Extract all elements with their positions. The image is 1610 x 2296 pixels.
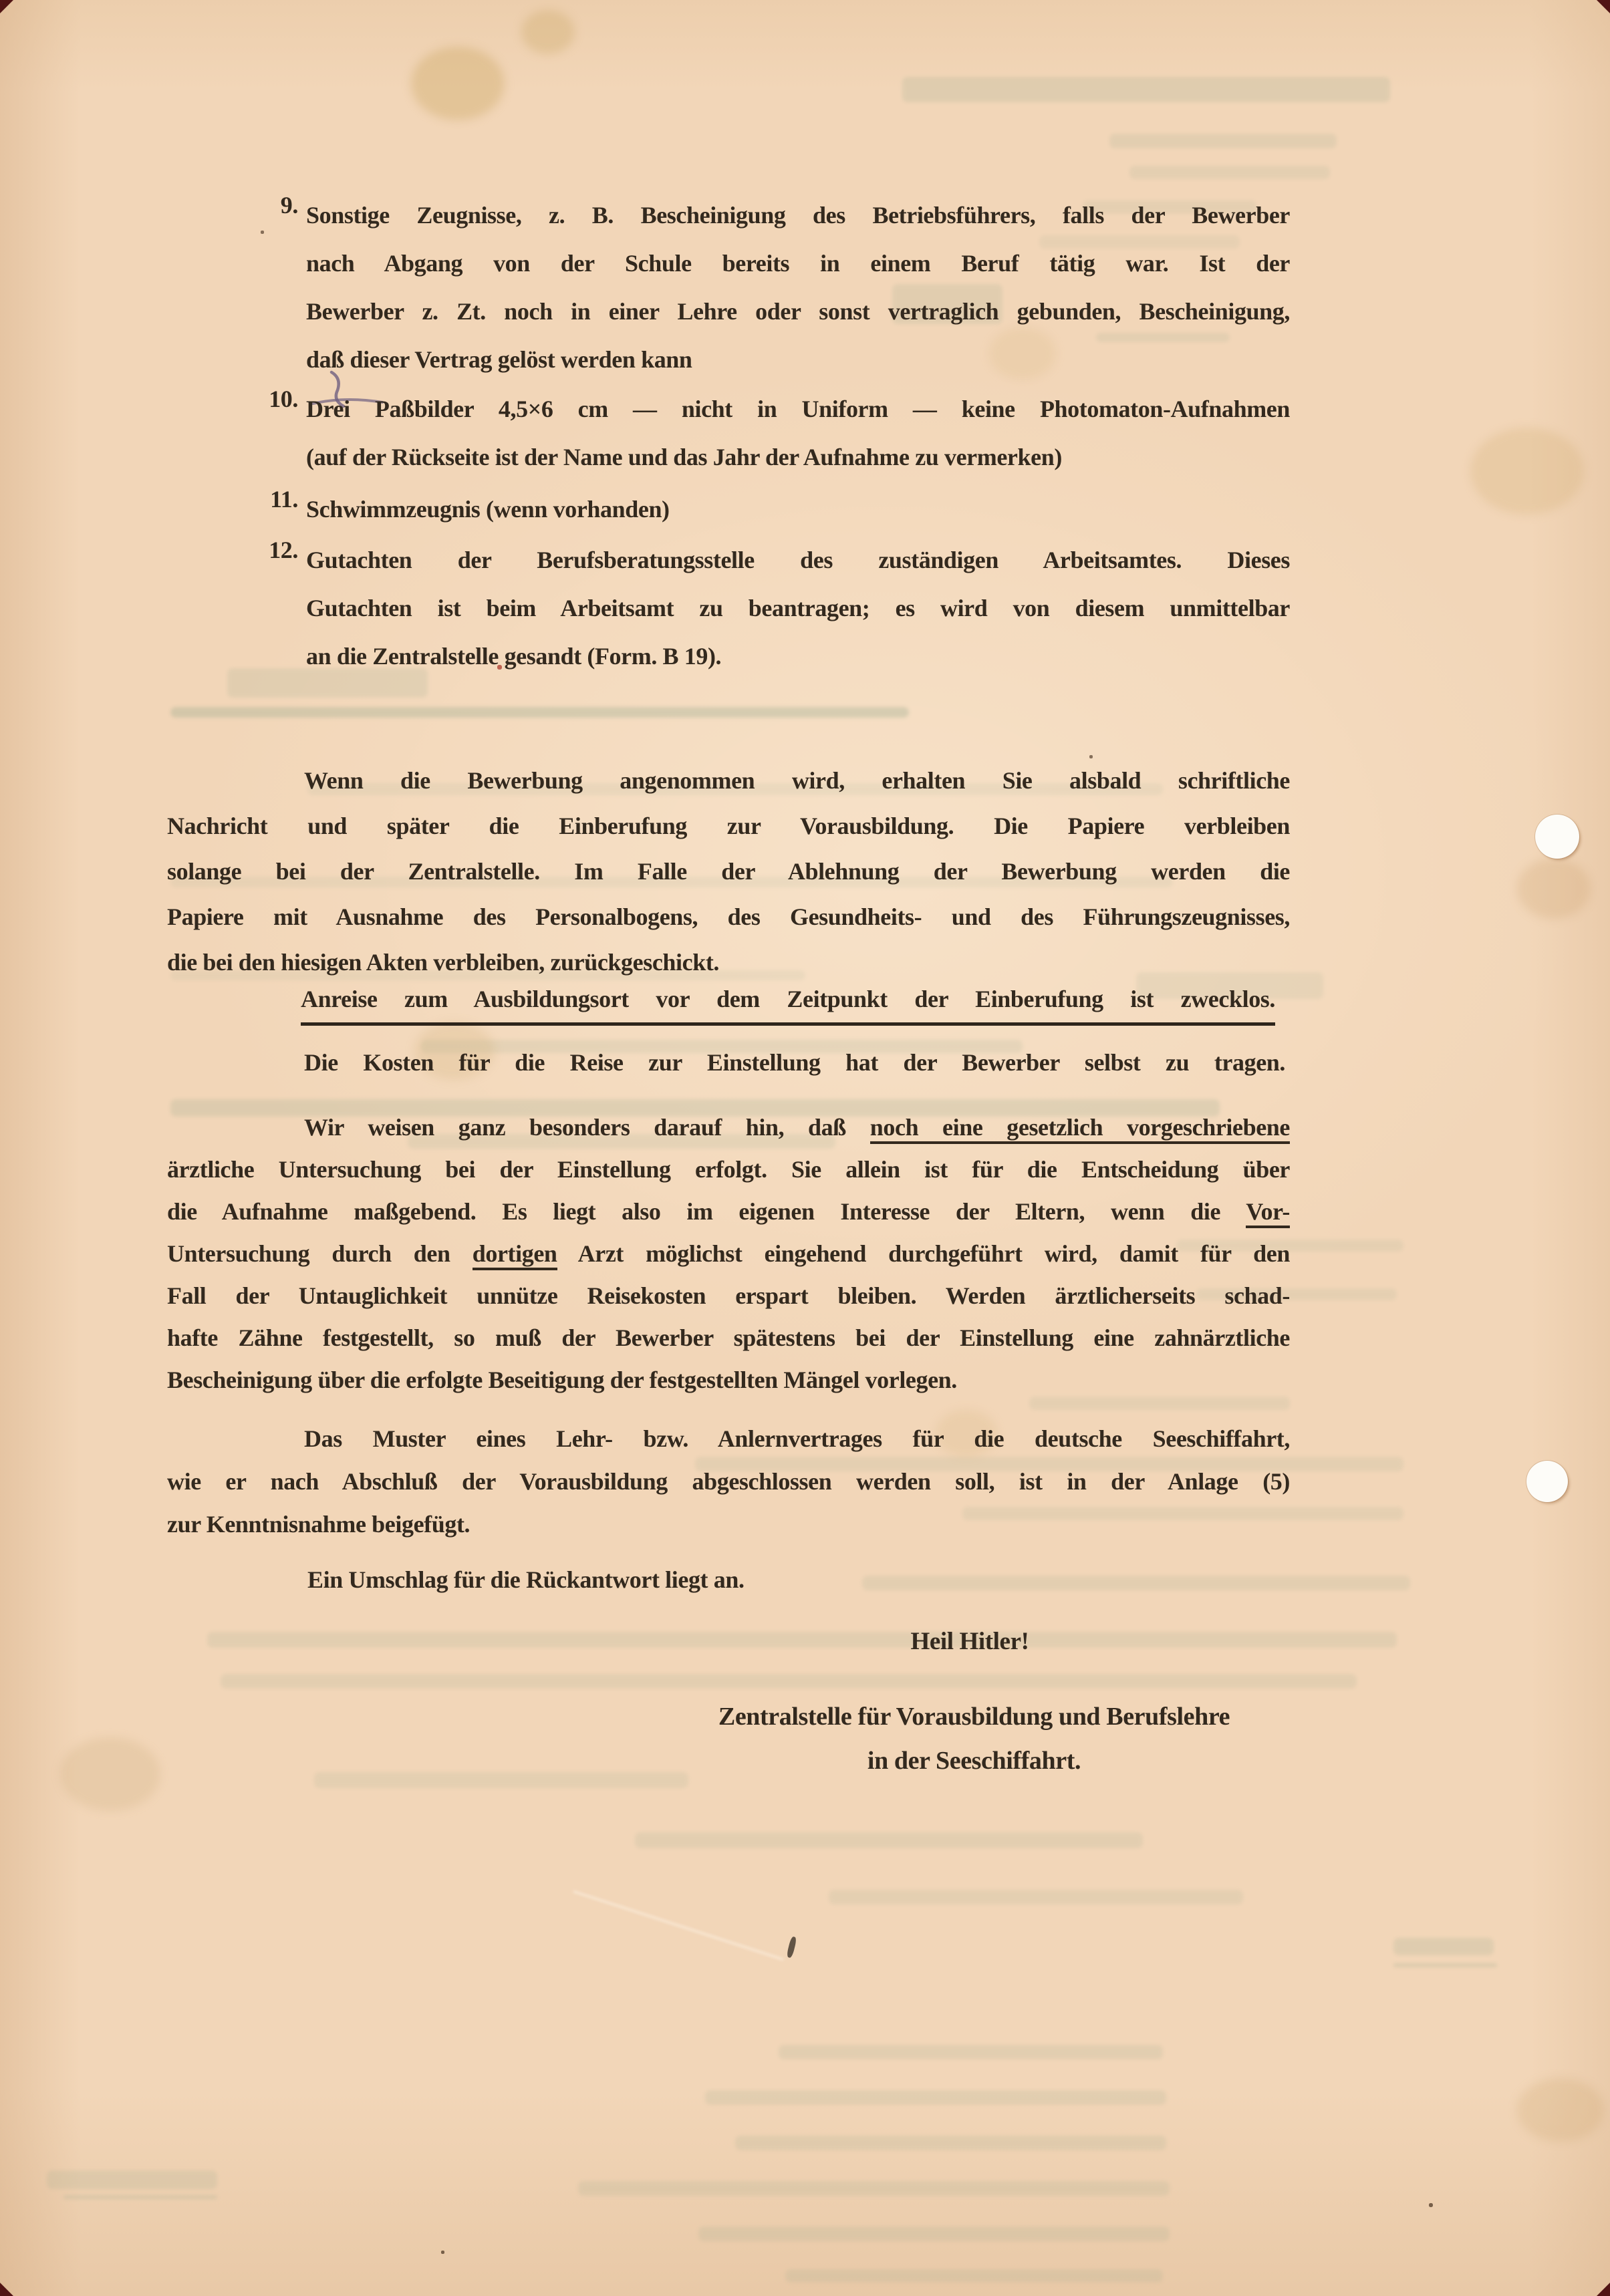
signature-line-2: in der Seeschiffahrt. xyxy=(867,1747,1081,1775)
bleedthrough-text-mark xyxy=(779,2045,1163,2059)
text-line xyxy=(306,287,1290,335)
list-item-10 xyxy=(269,385,1290,481)
scan-corner-bottom-left xyxy=(0,2283,13,2296)
bleedthrough-text-mark xyxy=(47,2170,217,2189)
bleedthrough-text-mark xyxy=(705,2090,1166,2105)
ink-speck xyxy=(441,2251,444,2254)
text-line xyxy=(167,1460,1290,1503)
underlined-text: dortigen xyxy=(473,1240,557,1270)
text-segment: Gutachten der Berufsberatungsstelle des zuständigen Arbeitsamtes. Dieses xyxy=(306,547,1290,573)
text-segment: Drei Paßbilder 4,5×6 cm — nicht in Uniform — keine Photomaton-Aufnahmen xyxy=(306,396,1290,422)
text-segment: Wir weisen ganz besonders darauf hin, daß xyxy=(304,1114,870,1141)
paper-crease xyxy=(573,1890,784,1961)
text-line xyxy=(167,940,1290,985)
text-segment: die Aufnahme maßgebend. Es liegt also im eigenen Interesse der Eltern, wenn die xyxy=(167,1198,1246,1225)
text-line xyxy=(167,1417,1290,1460)
enclosure-line: Ein Umschlag für die Rückantwort liegt an. xyxy=(307,1566,745,1593)
underlined-text: Vor- xyxy=(1246,1198,1290,1228)
text-segment: zur Kenntnisnahme beigefügt. xyxy=(167,1511,471,1538)
text-segment: Untersuchung durch den xyxy=(167,1240,473,1267)
bleedthrough-text-mark xyxy=(1393,1963,1497,1967)
list-item-9 xyxy=(280,191,1290,384)
text-line xyxy=(306,385,1290,433)
bleedthrough-text-mark xyxy=(735,2136,1166,2150)
text-segment: daß dieser Vertrag gelöst werden kann xyxy=(306,346,692,373)
text-line xyxy=(167,1317,1290,1359)
text-line xyxy=(306,335,1290,384)
notice-line: Anreise zum Ausbildungsort vor dem Zeitpunkt der Einberufung ist zwecklos. xyxy=(301,984,1275,1026)
text-line xyxy=(306,191,1290,239)
text-segment: wie er nach Abschluß der Vorausbildung abgeschlossen werden soll, ist in der Anlage (5) xyxy=(167,1468,1290,1495)
text-line xyxy=(167,1191,1290,1233)
costs-line: Die Kosten für die Reise zur Einstellung hat der Bewerber selbst zu tragen. xyxy=(304,1049,1285,1076)
text-line xyxy=(167,1107,1290,1149)
scan-corner-top-right xyxy=(1597,0,1610,13)
text-line xyxy=(306,433,1290,481)
text-segment: die bei den hiesigen Akten verbleiben, zurückgeschickt. xyxy=(167,949,720,976)
list-number: 10. xyxy=(269,386,298,412)
paper-stain xyxy=(1517,859,1591,919)
text-segment: Papiere mit Ausnahme des Personalbogens, des Gesundheits- und des Führungszeugnisses, xyxy=(167,903,1290,930)
text-line xyxy=(306,239,1290,287)
paper-stain xyxy=(60,1737,160,1811)
bleedthrough-text-mark xyxy=(698,2227,1170,2241)
list-number: 12. xyxy=(269,537,298,563)
ink-speck xyxy=(786,1936,797,1958)
ink-speck xyxy=(261,231,264,234)
text-segment: Gutachten ist beim Arbeitsamt zu beantragen; es wird von diesem unmittelbar xyxy=(306,595,1290,621)
text-line xyxy=(167,758,1290,803)
paper-stain xyxy=(411,47,505,120)
text-line xyxy=(306,536,1290,584)
text-segment: Bewerber z. Zt. noch in einer Lehre oder sonst vertraglich gebunden, Bescheinigung, xyxy=(306,298,1290,325)
text-line xyxy=(167,849,1290,894)
bleedthrough-text-mark xyxy=(578,2181,1170,2196)
text-line xyxy=(167,803,1290,849)
punch-hole xyxy=(1526,1461,1568,1502)
text-line xyxy=(306,485,1290,533)
ink-speck xyxy=(1429,2203,1433,2207)
bleedthrough-text-mark xyxy=(635,1832,1143,1848)
text-segment: (auf der Rückseite ist der Name und das Jahr der Aufnahme zu vermerken) xyxy=(306,444,1062,470)
list-item-11 xyxy=(270,485,1290,533)
paper-stain xyxy=(1470,428,1584,515)
text-line xyxy=(167,1233,1290,1275)
paper-stain xyxy=(1517,2078,1604,2142)
text-segment: Schwimmzeugnis (wenn vorhanden) xyxy=(306,496,670,523)
text-line xyxy=(306,584,1290,632)
scan-corner-top-left xyxy=(0,0,13,13)
bleedthrough-text-mark xyxy=(1109,134,1337,148)
text-segment: Sonstige Zeugnisse, z. B. Bescheinigung des Betriebsführers, falls der Bewerber xyxy=(306,202,1290,229)
underlined-text: noch eine gesetzlich vorgeschriebene xyxy=(870,1114,1290,1144)
paragraph-contract xyxy=(167,1417,1290,1546)
text-segment: Bescheinigung über die erfolgte Beseitigung der festgestellten Mängel vorlegen. xyxy=(167,1367,957,1393)
text-segment: solange bei der Zentralstelle. Im Falle der Ablehnung der Bewerbung werden die xyxy=(167,858,1290,885)
bleedthrough-text-mark xyxy=(63,2195,217,2199)
text-segment: Arzt möglichst eingehend durchgeführt wird, damit für den xyxy=(557,1240,1290,1267)
list-item-12 xyxy=(269,536,1290,680)
text-line xyxy=(167,894,1290,940)
signature-block xyxy=(601,1703,1347,1775)
text-segment: Fall der Untauglichkeit unnütze Reisekosten erspart bleiben. Werden ärztlicherseits schad- xyxy=(167,1282,1290,1309)
paragraph-medical xyxy=(167,1107,1290,1401)
text-segment: ärztliche Untersuchung bei der Einstellung erfolgt. Sie allein ist für die Entscheidung über xyxy=(167,1156,1290,1183)
text-line xyxy=(167,1359,1290,1401)
text-segment: Wenn die Bewerbung angenommen wird, erhalten Sie alsbald schriftliche xyxy=(304,767,1290,794)
salutation: Heil Hitler! xyxy=(910,1628,1029,1655)
punch-hole xyxy=(1535,815,1579,859)
text-segment: an die Zentralstelle gesandt (Form. B 19). xyxy=(306,643,722,670)
list-number: 11. xyxy=(270,486,298,513)
list-number: 9. xyxy=(280,192,298,219)
text-line xyxy=(167,1275,1290,1317)
bleedthrough-text-mark xyxy=(207,1632,1397,1648)
bleedthrough-text-mark xyxy=(170,707,909,718)
text-segment: Das Muster eines Lehr- bzw. Anlernvertrages für die deutsche Seeschiffahrt, xyxy=(304,1425,1290,1452)
bleedthrough-text-mark xyxy=(1393,1938,1494,1955)
bleedthrough-text-mark xyxy=(785,2269,1163,2283)
bleedthrough-text-mark xyxy=(221,1674,1357,1689)
text-line xyxy=(167,1149,1290,1191)
bleedthrough-text-mark xyxy=(902,77,1390,102)
bleedthrough-text-mark xyxy=(1129,166,1330,179)
text-segment: hafte Zähne festgestellt, so muß der Bewerber spätestens bei der Einstellung eine zahnärztliche xyxy=(167,1324,1290,1351)
bleedthrough-text-mark xyxy=(829,1890,1243,1904)
text-line xyxy=(167,1503,1290,1546)
text-segment: nach Abgang von der Schule bereits in einem Beruf tätig war. Ist der xyxy=(306,250,1290,277)
text-line xyxy=(306,632,1290,680)
paper-stain xyxy=(521,10,575,54)
signature-line-1: Zentralstelle für Vorausbildung und Berufslehre xyxy=(718,1703,1230,1731)
text-segment: Nachricht und später die Einberufung zur Vorausbildung. Die Papiere verbleiben xyxy=(167,813,1290,839)
paragraph-acceptance xyxy=(167,758,1290,985)
scan-corner-bottom-right xyxy=(1597,2283,1610,2296)
